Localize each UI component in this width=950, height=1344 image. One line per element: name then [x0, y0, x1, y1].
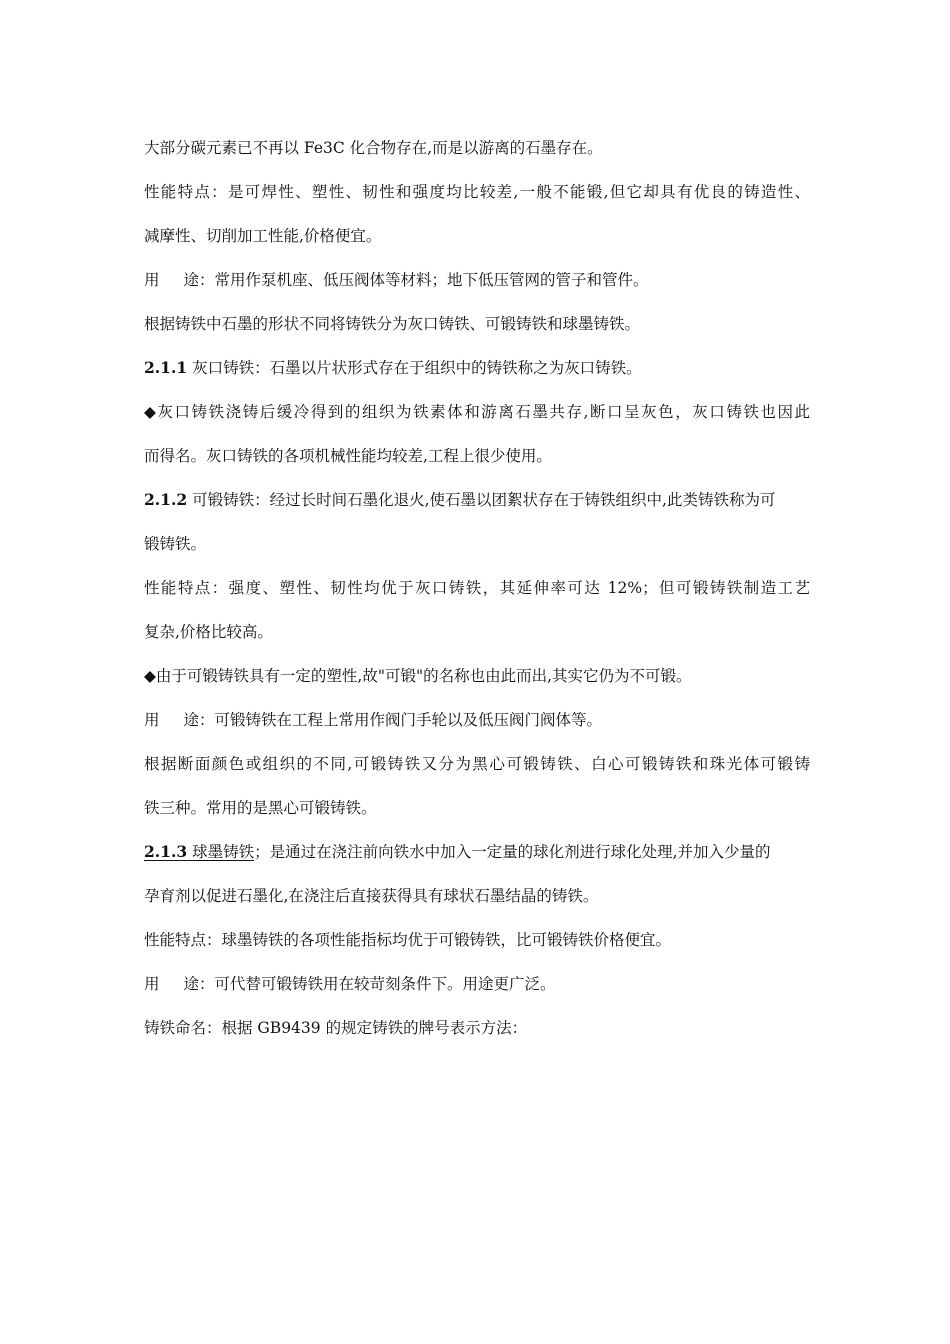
usage-label-a: 用	[144, 711, 160, 729]
paragraph-line: 而得名。灰口铸铁的各项机械性能均较差,工程上很少使用。	[144, 447, 552, 465]
usage-label-a: 用	[144, 975, 160, 993]
paragraph-line: ◆灰口铸铁浇铸后缓冷得到的组织为铁素体和游离石墨共存,断口呈灰色，灰口铸铁也因此	[144, 403, 810, 421]
section-heading-2-1-2	[144, 478, 810, 522]
usage-text: 途：可锻铸铁在工程上常用作阀门手轮以及低压阀门阀体等。	[183, 711, 603, 729]
section-heading-2-1-3	[144, 830, 810, 874]
document-body	[144, 126, 810, 1050]
usage-line	[144, 258, 810, 302]
usage-line	[144, 962, 810, 1006]
paragraph-line: 性能特点：球墨铸铁的各项性能指标均优于可锻铸铁，比可锻铸铁价格便宜。	[144, 931, 672, 949]
section-text: 灰口铸铁：石墨以片状形式存在于组织中的铸铁称之为灰口铸铁。	[187, 359, 642, 377]
paragraph-line: 性能特点：强度、塑性、韧性均优于灰口铸铁，其延伸率可达 12%；但可锻铸铁制造工艺	[144, 579, 810, 597]
section-text: 可锻铸铁：经过长时间石墨化退火,使石墨以团絮状存在于铸铁组织中,此类铸铁称为可	[187, 491, 776, 509]
paragraph-line: 根据断面颜色或组织的不同,可锻铸铁又分为黑心可锻铸铁、白心可锻铸铁和珠光体可锻铸	[144, 755, 810, 773]
paragraph-line: 铸铁命名：根据 GB9439 的规定铸铁的牌号表示方法：	[144, 1019, 528, 1037]
section-number: 2.1.2	[144, 490, 188, 509]
paragraph-line: 减摩性、切削加工性能,价格便宜。	[144, 227, 382, 245]
section-number: 2.1.3	[144, 842, 188, 861]
section-text: ；是通过在浇注前向铁水中加入一定量的球化剂进行球化处理,并加入少量的	[254, 843, 771, 861]
paragraph-line: 性能特点：是可焊性、塑性、韧性和强度均比较差,一般不能锻,但它却具有优良的铸造性、	[144, 183, 810, 201]
paragraph-line: 大部分碳元素已不再以 Fe3C 化合物存在,而是以游离的石墨存在。	[144, 139, 603, 157]
paragraph-line: ◆由于可锻铸铁具有一定的塑性,故"可锻"的名称也由此而出,其实它仍为不可锻。	[144, 667, 692, 685]
section-title-link: 球墨铸铁	[187, 843, 255, 861]
section-number: 2.1.1	[144, 358, 188, 377]
paragraph-line: 复杂,价格比较高。	[144, 623, 273, 641]
usage-label-a: 用	[144, 271, 160, 289]
usage-line	[144, 698, 810, 742]
paragraph-line: 铁三种。常用的是黑心可锻铸铁。	[144, 799, 377, 817]
paragraph-line: 根据铸铁中石墨的形状不同将铸铁分为灰口铸铁、可锻铸铁和球墨铸铁。	[144, 315, 641, 333]
paragraph-line: 锻铸铁。	[144, 535, 207, 553]
usage-text: 途：可代替可锻铸铁用在较苛刻条件下。用途更广泛。	[183, 975, 556, 993]
section-heading-2-1-1	[144, 346, 810, 390]
usage-text: 途：常用作泵机座、低压阀体等材料；地下低压管网的管子和管件。	[183, 271, 649, 289]
paragraph-line: 孕育剂以促进石墨化,在浇注后直接获得具有球状石墨结晶的铸铁。	[144, 887, 599, 905]
